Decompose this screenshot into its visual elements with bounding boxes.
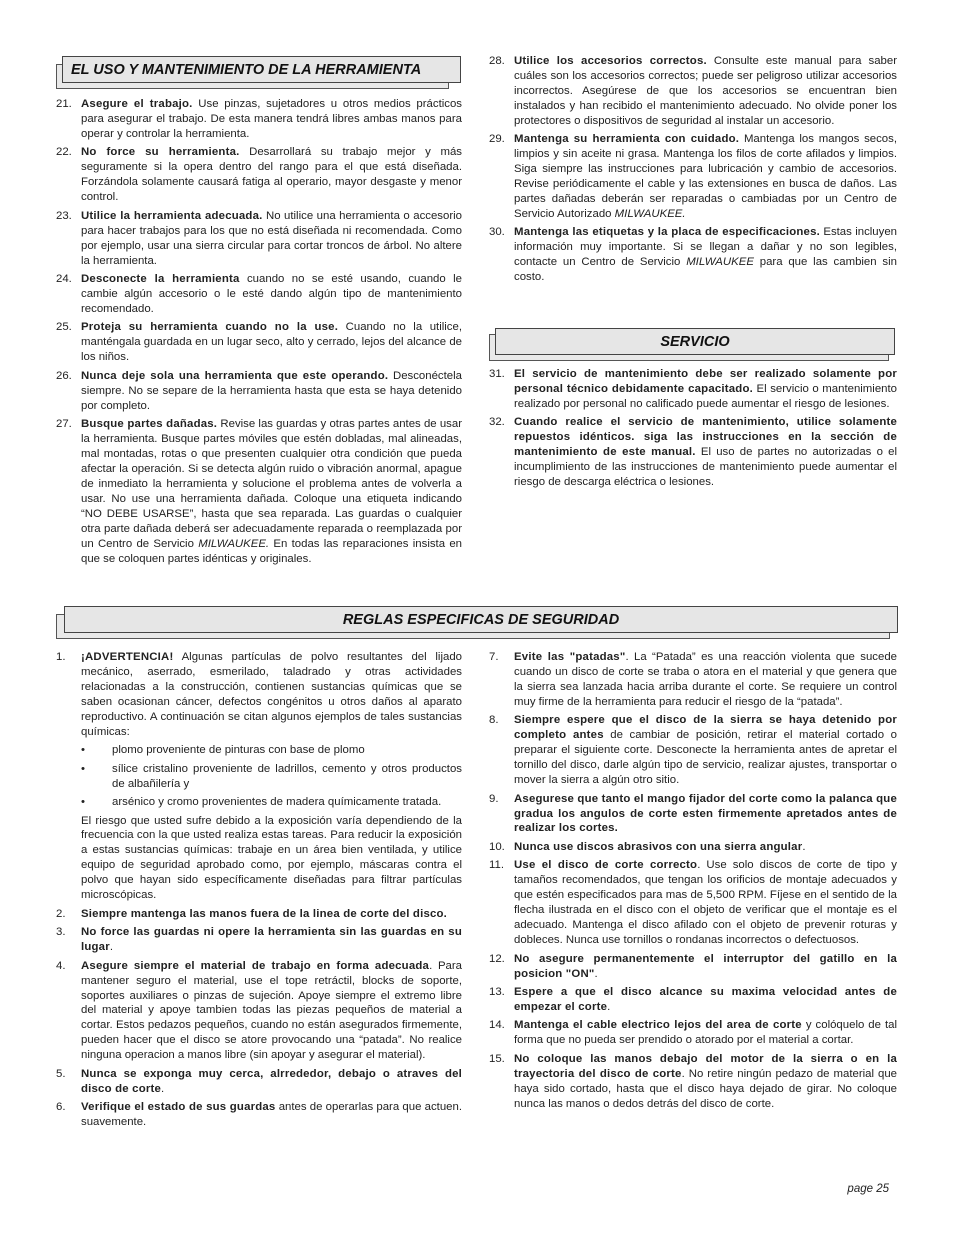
item-text: . (109, 941, 114, 954)
item-number: 12. (489, 952, 505, 965)
page-number: page 25 (847, 1183, 889, 1195)
item-heading: Nunca use discos abrasivos con una sierra angular (514, 840, 803, 853)
list-item (489, 415, 897, 490)
item-number: 6. (56, 1101, 66, 1114)
item-text: El uso de partes no autorizadas o el incumplimiento de las instrucciones de mantenimiento puede aumentar el riesgo de descarga eléctrica o lesiones. (514, 446, 897, 489)
item-number: 10. (489, 840, 505, 853)
item-text: Desarrollará su trabajo mejor y más seguramente si la opera dentro del rango para el que está diseñada. Forzándola solamente causará fatiga al operario, mayor desgaste y menor control. (81, 146, 462, 204)
item-heading: Desconecte la herramienta (81, 272, 240, 285)
list-item (489, 792, 897, 837)
bullet-text: arsénico y cromo provenientes de madera químicamente tratada. (112, 796, 442, 809)
list-item (56, 209, 462, 269)
item-text: . No retire ningún pedazo de material que haya sido cortado, hasta que el disco haya dejado de girar. No coloque nunca las manos o dedos detrás del disco de corte. (514, 1067, 898, 1110)
list-item (56, 650, 462, 903)
item-heading: Siempre espere que el disco de la sierra se haya detenido por completo antes (514, 714, 897, 742)
item-heading: Siempre mantenga las manos fuera de la linea de corte del disco. (81, 907, 448, 920)
list-item (489, 1018, 897, 1048)
list-item (56, 145, 462, 205)
section-header-reglas (56, 606, 898, 633)
item-number: 14. (489, 1019, 505, 1032)
item-heading: Mantenga las etiquetas y la placa de especificaciones. (514, 226, 820, 239)
brand-name: MILWAUKEE (686, 256, 754, 269)
item-text: Algunas partículas de polvo resultantes del lijado mecánico, aserrado, esmerilado, taladrado y otras actividades relacionadas a la construcción, contienen sustancias químicas que se saben ocasionan cáncer, defectos congénitos u otros daños al aparato reproductivo. A continuación se citan algunos ejemplos de tales sustancias químicas: (81, 651, 462, 738)
item-heading: No asegure permanentemente el interruptor del gatillo en la posicion "ON" (514, 952, 897, 980)
item-text: Mantenga los mangos secos, limpios y sin aceite ni grasa. Mantenga los filos de corte afilados y limpios. Siga siempre las instrucciones para lubricación y cambio de accesorios. Revise periódicamente el cable y las extensiones en busca de daños. Las partes dañadas deberán ser reparadas o cambiadas por un Centro de Servicio Autorizado (514, 133, 897, 221)
item-text: . (607, 1000, 611, 1013)
list-item (489, 367, 897, 412)
bullet-text: sílice cristalino proveniente de ladrillos, cemento y otros productos de albañilería y (112, 762, 462, 790)
item-text: de cambiar de posición, retirar el material cortado o preparar el siguiente corte. Desconecte la herramienta antes de apretar el tornillo del disco, darle algún tipo de servicio, realizar ajustes, transportar o mover la sierra a algún otro sitio. (514, 729, 897, 787)
item-heading: El servicio de mantenimiento debe ser realizado solamente por personal técnico debidamente capacitado. (514, 368, 897, 395)
section-header-servicio (489, 328, 895, 355)
item-text: Revise las guardas y otras partes antes de usar la herramienta. Busque partes móviles que estén dobladas, mal alineadas, mal montadas, rotas o que presenten cualquier otra condición que pueda afectar la operación. Si se detecta algún ruido o vibración anormal, apague de inmediato la herramienta y solucione el problema antes de volverla a usar. No use una herramienta dañada. Coloque una etiqueta indicando “NO DEBE USARSE”, hasta que sea reparada. Las guardas o cualquier otra parte dañada deberá ser adecuadamente reparada o reemplazada por un Centro de Servicio (81, 418, 462, 550)
item-number: 5. (56, 1067, 66, 1080)
item-text: y colóquelo de tal forma que no pueda ser prendido o atorado por el material a cortar. (514, 1019, 898, 1047)
item-number: 9. (489, 792, 499, 805)
item-text-continued: para que las cambien sin costo. (514, 256, 897, 284)
item-text: Cuando no la utilice, manténgala guardada en un lugar seco, alto y cerrado, lejos del alcance de los niños. (81, 321, 462, 364)
section-header-uso (56, 56, 461, 83)
item-number: 7. (489, 651, 499, 663)
item-number: 23. (56, 209, 72, 222)
item-heading: Mantenga su herramienta con cuidado. (514, 133, 740, 146)
item-paragraph: El riesgo que usted sufre debido a la exposición varía dependiendo de la frecuencia con la que usted realiza estas tareas. Para reducir la exposición a estas sustancias químicas: trabaje en un área bien ventilada, y utilice equipo de seguridad aprobado como, por ejemplo, máscaras contra el polvo que hayan sido específicamente diseñadas para filtrar partículas microscópicas. (81, 814, 462, 902)
item-heading: Utilice la herramienta adecuada. (81, 209, 263, 222)
item-text: . La “Patada” es una reacción violenta que sucede cuando un disco de corte se traba o atora en el material y que genera que la sierra sea lanzada hacia arriba durante el corte. Se requiere un control muy firme de la herramienta para reducir el riesgo de la “patada”. (514, 651, 897, 708)
list-item (489, 54, 897, 129)
list-item (56, 925, 462, 955)
bullet-icon: • (81, 762, 85, 775)
item-heading: Asegure siempre el material de trabajo en forma adecuada (81, 959, 430, 972)
item-heading: Nunca se exponga muy cerca, alrrededor, debajo o atraves del disco de corte (81, 1067, 462, 1095)
item-number: 28. (489, 55, 505, 67)
brand-name: MILWAUKEE. (198, 537, 270, 550)
list-item (56, 369, 462, 414)
item-text: antes de operarlas para que actuen. suavemente. (81, 1101, 462, 1129)
list-item (489, 952, 897, 982)
bullet-icon: • (81, 796, 85, 809)
item-heading: Utilice los accesorios correctos. (514, 55, 707, 67)
item-number: 25. (56, 321, 72, 334)
list-item (489, 1052, 897, 1112)
item-text: . (802, 840, 806, 853)
item-number: 22. (56, 146, 72, 159)
item-number: 4. (56, 959, 66, 972)
rules-right-column (489, 650, 897, 1115)
left-column-top (56, 97, 462, 570)
item-heading: Proteja su herramienta cuando no la use. (81, 321, 339, 334)
item-heading: Busque partes dañadas. (81, 418, 218, 431)
list-item (56, 959, 462, 1064)
item-number: 13. (489, 986, 505, 999)
item-number: 31. (489, 368, 505, 380)
item-number: 29. (489, 133, 505, 146)
item-heading: Asegurese que tanto el mango fijador del corte como la palanca que gradua los angulos de corte esten firmemente apretados antes de realizar los cortes. (514, 792, 897, 835)
item-number: 27. (56, 418, 72, 431)
item-heading: Espere a que el disco alcance su maxima velocidad antes de empezar el corte (514, 986, 897, 1013)
item-heading: Asegure el trabajo. (81, 98, 193, 110)
list-item (56, 97, 462, 142)
item-number: 3. (56, 926, 66, 939)
list-item (489, 132, 897, 222)
header-box (64, 606, 898, 633)
item-text: cuando no se esté usando, cuando le cambie algún accesorio o le esté dando algún tipo de mantenimiento recomendado. (81, 272, 463, 315)
item-text: . (161, 1082, 165, 1095)
item-heading: No coloque las manos debajo del motor de la sierra o en la trayectoria del disco de corte (514, 1052, 897, 1080)
item-heading: Cuando realice el servicio de mantenimiento, utilice solamente repuestos idénticos. siga las instrucciones en la sección de mantenimiento de este manual. (514, 416, 897, 459)
list-item (489, 858, 897, 948)
section-title: EL USO Y MANTENIMIENTO DE LA HERRAMIENTA (71, 61, 422, 78)
item-number: 2. (56, 907, 66, 920)
item-heading: Nunca deje sola una herramienta que este operando. (81, 369, 389, 382)
item-text: No utilice una herramienta o accesorio para hacer trabajos para los que no está diseñada ni recomendada. Como por ejemplo, usar una sierra circular para cortar troncos de árbol. No altere la herramienta. (81, 209, 462, 267)
item-text: Consulte este manual para saber cuáles son los accesorios correctos; puede ser peligroso utilizar accesorios incorrectos. Asegúrese de que los accesorios se encuentran bien instalados y han recibido el mantenimiento adecuado. No olvide poner los protectores o dispositivos de seguridad al instalar un accesorio. (514, 55, 897, 127)
item-number: 21. (56, 98, 72, 110)
list-item (489, 650, 897, 710)
item-heading: ¡ADVERTENCIA! (81, 651, 174, 663)
bullet-text: plomo proveniente de pinturas con base de plomo (112, 744, 365, 757)
item-number: 26. (56, 369, 72, 382)
brand-name: MILWAUKEE. (614, 208, 686, 221)
item-number: 8. (489, 714, 499, 727)
bullet-icon: • (81, 744, 85, 757)
item-text: Estas incluyen información muy importante. Si se llegan a dañar y no son legibles, contacte un Centro de Servicio (514, 226, 897, 269)
item-text: . Para mantener seguro el material, use el tope retráctil, blocks de soporte, soportes auxiliares o pinzas de sujeción. Apoye siempre el extremo libre del material y apoye tambien todas las piezas pequeños de material a cortar. Estos pedazos pequeños, cuando no están asegurados firmemente, pueden hacer que el disco se atore provocando una “patada”. No realice ninguna operacion a manos libre (sin apoyar y asegurar el material). (81, 959, 463, 1062)
list-item (56, 417, 462, 567)
item-number: 1. (56, 651, 66, 663)
item-heading: Verifique el estado de sus guardas (81, 1101, 276, 1114)
item-text: . (594, 967, 598, 980)
list-item (56, 1067, 462, 1097)
item-number: 15. (489, 1052, 505, 1065)
bullet-item (81, 743, 462, 758)
item-text: El servicio o mantenimiento realizado por personal no calificado puede aumentar el riesgo de lesiones. (514, 382, 897, 410)
item-number: 11. (489, 859, 504, 872)
section-title: REGLAS ESPECIFICAS DE SEGURIDAD (342, 611, 620, 628)
section-title: SERVICIO (660, 333, 730, 350)
item-text: . Use solo discos de corte de tipo y tamaños recomendados, que tengan los orificios de montaje adecuados y que estén especificados para mas de 5,500 RPM. Fíjese en el sentido de la flecha ilustrada en el disco con el objeto de verificar que el montaje es el adecuado. Mantenga el disco afilado con el objeto de prevenir roturas y dobleces. Nunca use tornillos o rondanas incorrectos o defectuosos. (514, 859, 897, 947)
item-heading: Use el disco de corte correcto (514, 859, 698, 872)
list-item (489, 985, 897, 1015)
list-item (56, 907, 462, 922)
list-item (56, 272, 462, 317)
rules-left-column (56, 650, 462, 1134)
item-number: 30. (489, 226, 505, 239)
list-item (56, 1100, 462, 1130)
list-item (56, 320, 462, 365)
list-item (489, 840, 897, 855)
item-heading: No force su herramienta. (81, 146, 240, 159)
item-heading: Evite las "patadas" (514, 651, 626, 663)
item-heading: Mantenga el cable electrico lejos del area de corte (514, 1019, 802, 1032)
bullet-item (81, 795, 462, 810)
list-item (489, 225, 897, 285)
right-column-service (489, 367, 897, 494)
right-column-top (489, 54, 897, 289)
item-heading: No force las guardas ni opere la herramienta sin las guardas en su lugar (81, 926, 462, 954)
item-text: Desconéctela siempre. No se separe de la herramienta hasta que esta se haya detenido por completo. (81, 369, 462, 412)
item-number: 24. (56, 272, 72, 285)
bullet-item (81, 762, 462, 792)
header-box (495, 328, 895, 355)
item-text-continued: En todas las reparaciones insista en que se coloquen partes idénticas y originales. (81, 537, 462, 565)
header-box (62, 56, 461, 83)
list-item (489, 713, 897, 788)
item-number: 32. (489, 416, 505, 429)
item-text: Use pinzas, sujetadores u otros medios prácticos para asegurar el trabajo. De esta manera tendrá libres ambas manos para operar y controlar la herramienta. (81, 98, 462, 140)
